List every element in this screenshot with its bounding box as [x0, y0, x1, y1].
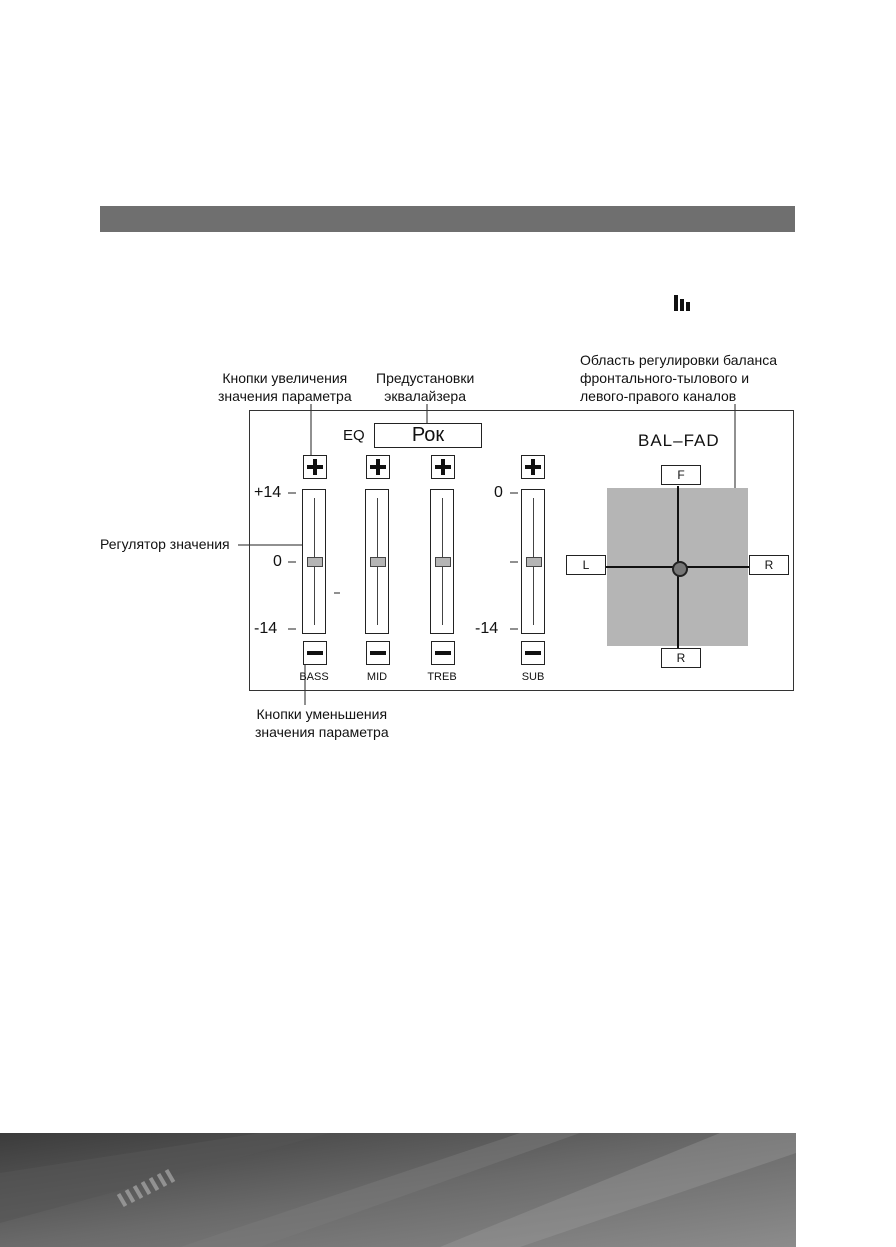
balfad-title: BAL–FAD — [638, 431, 720, 450]
sub-scale-label-min: -14 — [475, 620, 499, 637]
callout-value-slider: Регулятор значения — [100, 536, 230, 552]
band-label-mid: MID — [366, 671, 388, 683]
rear-channel-button[interactable]: R — [661, 648, 701, 668]
callout-presets-line1: Предустановки — [376, 370, 475, 386]
band-label-treb: TREB — [427, 671, 457, 683]
callout-decrease-line2: значения параметра — [255, 724, 389, 740]
eq-label: EQ — [343, 427, 365, 444]
callout-balance-line2: фронтального-тылового и — [580, 370, 750, 386]
sub-scale-label-zero: 0 — [494, 484, 503, 501]
callout-increase-line1: Кнопки увеличения — [222, 370, 348, 386]
callout-presets-line2: эквалайзера — [384, 388, 466, 404]
callout-balance-line3: левого-правого каналов — [580, 388, 737, 404]
callout-decrease-line1: Кнопки уменьшения — [256, 706, 388, 722]
eq-preset-selector[interactable]: Рок — [374, 423, 482, 448]
right-channel-button[interactable]: R — [749, 555, 789, 575]
scale-label-min: -14 — [254, 620, 278, 637]
front-channel-button[interactable]: F — [661, 465, 701, 485]
band-label-bass: BASS — [299, 671, 329, 683]
scale-label-zero: 0 — [273, 553, 282, 570]
decorative-footer-image — [0, 1133, 796, 1247]
band-label-sub: SUB — [521, 671, 545, 683]
scale-label-max: +14 — [254, 484, 282, 501]
callout-balance-line1: Область регулировки баланса — [580, 352, 777, 368]
callout-increase-line2: значения параметра — [218, 388, 352, 404]
left-channel-button[interactable]: L — [566, 555, 606, 575]
balance-knob[interactable] — [672, 561, 688, 577]
